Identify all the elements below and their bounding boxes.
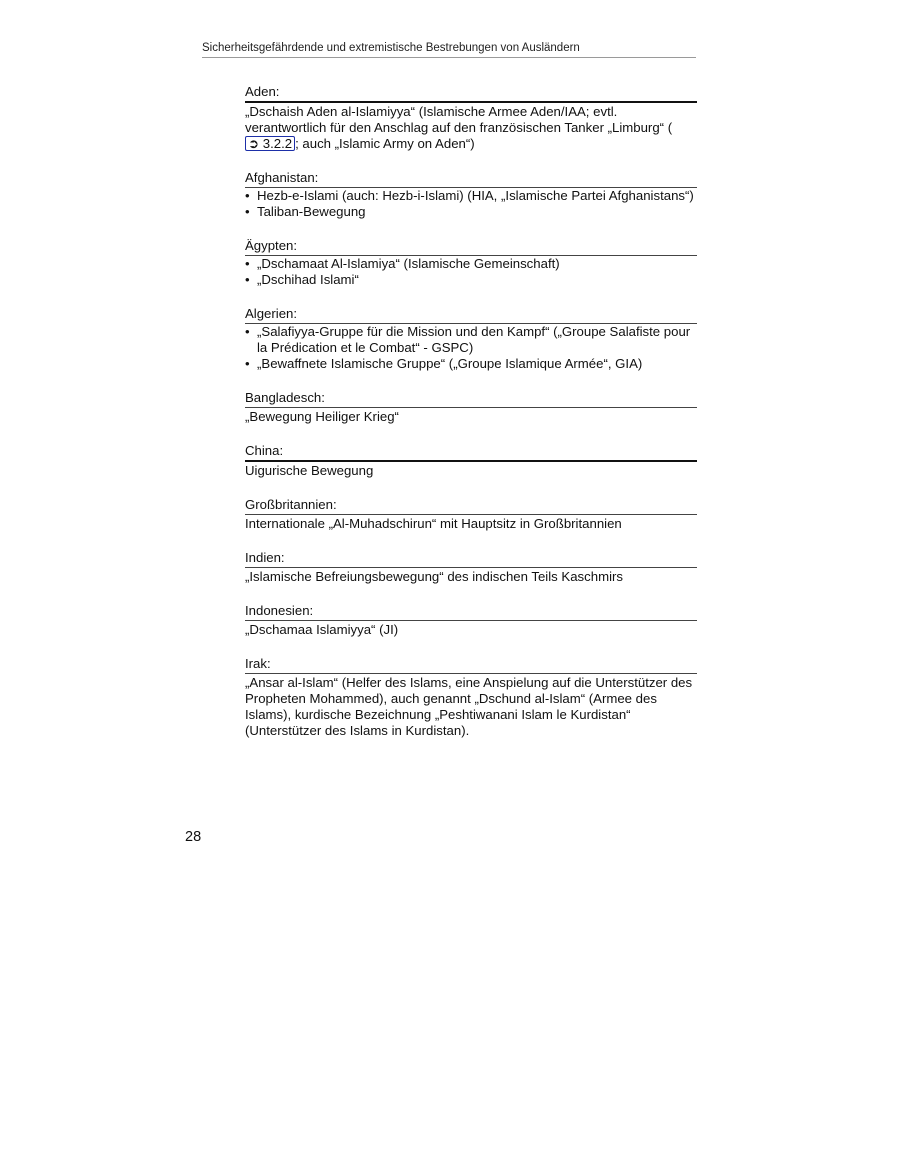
aden-text-before: „Dschaish Aden al-Islamiyya“ (Islamische Armee Aden/IAA; evtl. verantwortlich für den Anschlag auf den französischen Tanker „Limburg“ (: [245, 104, 673, 135]
cross-reference-label: 3.2.2: [262, 136, 293, 151]
bullet-list: [245, 256, 697, 288]
arrow-right-icon: ➲: [248, 136, 260, 151]
section-afghanistan: [245, 170, 697, 220]
cross-reference-link[interactable]: [245, 136, 295, 151]
bullet-icon: •: [245, 324, 250, 339]
section-heading: China:: [245, 443, 697, 462]
section-heading: Großbritannien:: [245, 497, 697, 515]
section-heading: Algerien:: [245, 306, 697, 324]
section-bangladesch: [245, 390, 697, 425]
section-text: „Dschamaa Islamiyya“ (JI): [245, 622, 399, 637]
section-text: Uigurische Bewegung: [245, 463, 374, 478]
list-item-text: „Dschamaat Al-Islamiya“ (Islamische Gemeinschaft): [257, 256, 560, 271]
list-item-text: Taliban-Bewegung: [257, 204, 366, 219]
section-text: [245, 103, 697, 152]
section-heading: Bangladesch:: [245, 390, 697, 408]
section-indien: [245, 550, 697, 585]
document-content: [245, 84, 697, 757]
section-grossbritannien: [245, 497, 697, 532]
aden-text-after: ; auch „Islamic Army on Aden“): [295, 136, 475, 151]
section-heading: Irak:: [245, 656, 697, 674]
running-header: Sicherheitsgefährdende und extremistische Bestrebungen von Ausländern: [202, 41, 696, 58]
section-text: Internationale „Al-Muhadschirun“ mit Hauptsitz in Großbritannien: [245, 516, 622, 531]
list-item-text: „Dschihad Islami“: [257, 272, 359, 287]
list-item: [245, 256, 697, 272]
bullet-list: [245, 324, 697, 372]
page-number: 28: [185, 829, 202, 845]
section-heading: Afghanistan:: [245, 170, 697, 188]
section-aden: [245, 84, 697, 152]
list-item-text: Hezb-e-Islami (auch: Hezb-i-Islami) (HIA, „Islamische Partei Afghanistans“): [257, 188, 694, 203]
section-heading: Indonesien:: [245, 603, 697, 621]
list-item: [245, 272, 697, 288]
bullet-icon: •: [245, 188, 250, 203]
bullet-icon: •: [245, 204, 250, 219]
list-item: [245, 324, 697, 356]
list-item-text: „Bewaffnete Islamische Gruppe“ („Groupe Islamique Armée“, GIA): [257, 356, 643, 371]
section-heading: Ägypten:: [245, 238, 697, 256]
section-china: [245, 443, 697, 479]
section-heading: Aden:: [245, 84, 697, 103]
section-heading: Indien:: [245, 550, 697, 568]
list-item: [245, 204, 697, 220]
bullet-list: [245, 188, 697, 220]
section-text: „Islamische Befreiungsbewegung“ des indischen Teils Kaschmirs: [245, 569, 623, 584]
section-algerien: [245, 306, 697, 372]
section-text: „Ansar al-Islam“ (Helfer des Islams, eine Anspielung auf die Unterstützer des Propheten Mohammed), auch genannt „Dschund al-Islam“ (Armee des Islams), kurdische Bezeichnung „Peshtiwanani Islam le Kurdistan“ (Unterstützer des Islams in Kurdistan).: [245, 675, 693, 738]
list-item-text: „Salafiyya-Gruppe für die Mission und den Kampf“ („Groupe Salafiste pour la Prédication et le Combat“ - GSPC): [257, 324, 691, 355]
section-aegypten: [245, 238, 697, 288]
section-text: „Bewegung Heiliger Krieg“: [245, 409, 399, 424]
section-irak: [245, 656, 697, 739]
list-item: [245, 188, 697, 204]
bullet-icon: •: [245, 272, 250, 287]
list-item: [245, 356, 697, 372]
bullet-icon: •: [245, 256, 250, 271]
bullet-icon: •: [245, 356, 250, 371]
section-indonesien: [245, 603, 697, 638]
